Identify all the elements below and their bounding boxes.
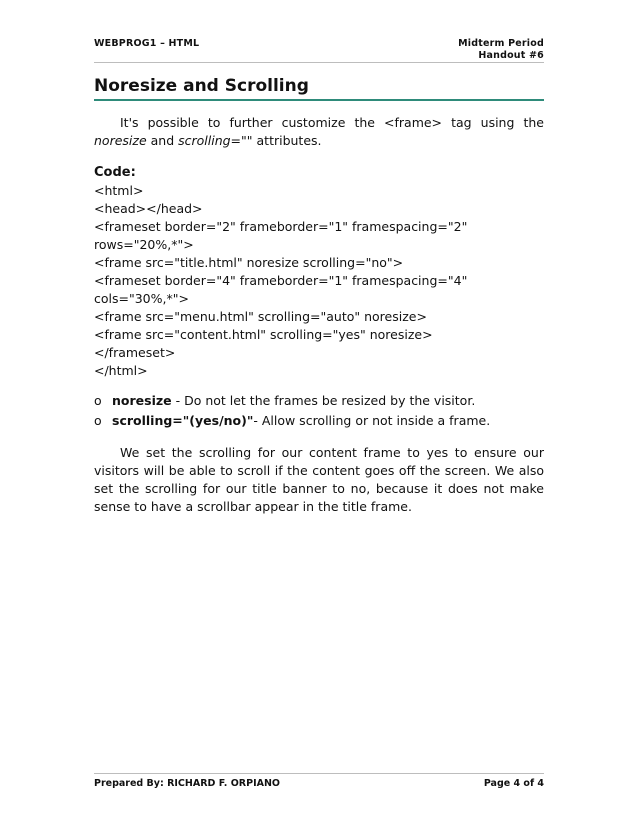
intro-text-2: and	[146, 133, 179, 148]
code-line: cols="30%,*">	[94, 291, 189, 306]
intro-text-1: It's possible to further customize the <frame> tag using the	[120, 115, 544, 130]
intro-paragraph	[94, 114, 544, 150]
bullet-circle-icon: o	[94, 413, 102, 428]
period-label: Midterm Period	[458, 38, 544, 49]
code-line: <frameset border="4" frameborder="1" framespacing="4"	[94, 273, 468, 288]
code-line: <frame src="title.html" noresize scrolling="no">	[94, 255, 404, 270]
page-header	[94, 38, 544, 62]
period-block	[458, 38, 544, 62]
header-divider	[94, 62, 544, 63]
code-line: <frame src="menu.html" scrolling="auto" noresize>	[94, 309, 427, 324]
code-block	[94, 182, 544, 380]
code-line: <html>	[94, 183, 144, 198]
intro-text-3: attributes.	[252, 133, 322, 148]
bullet-circle-icon: o	[94, 393, 102, 408]
code-line: <head></head>	[94, 201, 203, 216]
main-content	[94, 114, 544, 516]
title-underline	[94, 99, 544, 101]
footer-divider	[94, 773, 544, 774]
section-title: Noresize and Scrolling	[94, 76, 309, 96]
author-credit: Prepared By: RICHARD F. ORPIANO	[94, 778, 280, 789]
bullet-description: - Allow scrolling or not inside a frame.	[253, 413, 491, 428]
closing-paragraph: We set the scrolling for our content frame to yes to ensure our visitors will be able to scroll if the content goes off the screen. We also set the scrolling for our title banner to no, because it does not make sense to have a scrollbar appear in the title frame.	[94, 445, 544, 514]
page-number: Page 4 of 4	[483, 778, 544, 789]
list-item	[94, 412, 544, 430]
bullet-term: scrolling="(yes/no)"	[112, 413, 254, 428]
bullet-description: - Do not let the frames be resized by the visitor.	[171, 393, 476, 408]
intro-term-scrolling: scrolling=""	[178, 133, 253, 148]
list-item	[94, 392, 544, 410]
intro-term-noresize: noresize	[94, 133, 147, 148]
bullet-term: noresize	[112, 393, 172, 408]
handout-label: Handout #6	[478, 50, 544, 61]
code-line: <frame src="content.html" scrolling="yes" noresize>	[94, 327, 433, 342]
attribute-list	[94, 392, 544, 430]
course-label: WEBPROG1 – HTML	[94, 38, 200, 49]
code-line: </frameset>	[94, 345, 176, 360]
code-line: </html>	[94, 363, 148, 378]
code-line: <frameset border="2" frameborder="1" framespacing="2"	[94, 219, 468, 234]
code-label: Code:	[94, 165, 136, 180]
code-line: rows="20%,*">	[94, 237, 194, 252]
